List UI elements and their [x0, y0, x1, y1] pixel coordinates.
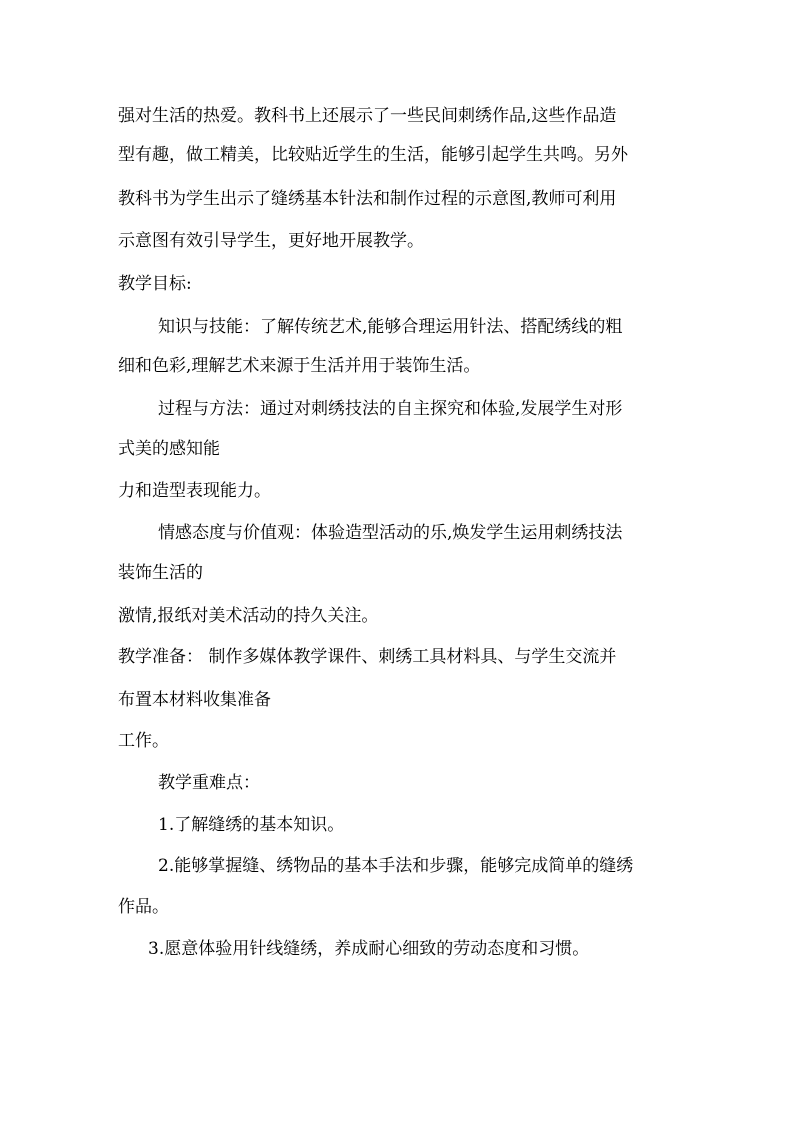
- paragraph-line: 式美的感知能: [118, 439, 220, 459]
- paragraph-line: 知识与技能：了解传统艺术,能够合理运用针法、搭配绣线的粗: [158, 317, 623, 337]
- paragraph-line: 工作。: [118, 731, 169, 751]
- paragraph-line: 教科书为学生出示了缝绣基本针法和制作过程的示意图,教师可利用: [118, 189, 617, 209]
- paragraph-line: 力和造型表现能力。: [118, 481, 271, 501]
- paragraph-line: 情感态度与价值观：体验造型活动的乐,焕发学生运用刺绣技法: [158, 523, 623, 543]
- list-item: 3.愿意体验用针线缝绣，养成耐心细致的劳动态度和习惯。: [148, 939, 590, 959]
- section-heading-preparation: 教学准备： 制作多媒体教学课件、刺绣工具材料具、与学生交流并: [118, 647, 617, 667]
- paragraph-line: 强对生活的热爱。教科书上还展示了一些民间刺绣作品,这些作品造: [118, 106, 617, 126]
- paragraph-line: 示意图有效引导学生，更好地开展教学。: [118, 231, 424, 251]
- paragraph-line: 型有趣，做工精美，比较贴近学生的生活，能够引起学生共鸣。另外: [118, 145, 628, 165]
- paragraph-line: 过程与方法：通过对刺绣技法的自主探究和体验,发展学生对形: [158, 399, 623, 419]
- list-item: 1.了解缝绣的基本知识。: [158, 815, 345, 835]
- list-item-continuation: 作品。: [118, 897, 169, 917]
- paragraph-line: 激情,报纸对美术活动的持久关注。: [118, 606, 379, 626]
- section-heading-key-points: 教学重难点：: [158, 773, 260, 793]
- paragraph-line: 布置本材料收集准备: [118, 690, 271, 710]
- section-heading-objectives: 教学目标:: [118, 274, 192, 294]
- paragraph-line: 装饰生活的: [118, 563, 203, 583]
- list-item: 2.能够掌握缝、绣物品的基本手法和步骤，能够完成简单的缝绣: [158, 856, 634, 876]
- paragraph-line: 细和色彩,理解艺术来源于生活并用于装饰生活。: [118, 356, 481, 376]
